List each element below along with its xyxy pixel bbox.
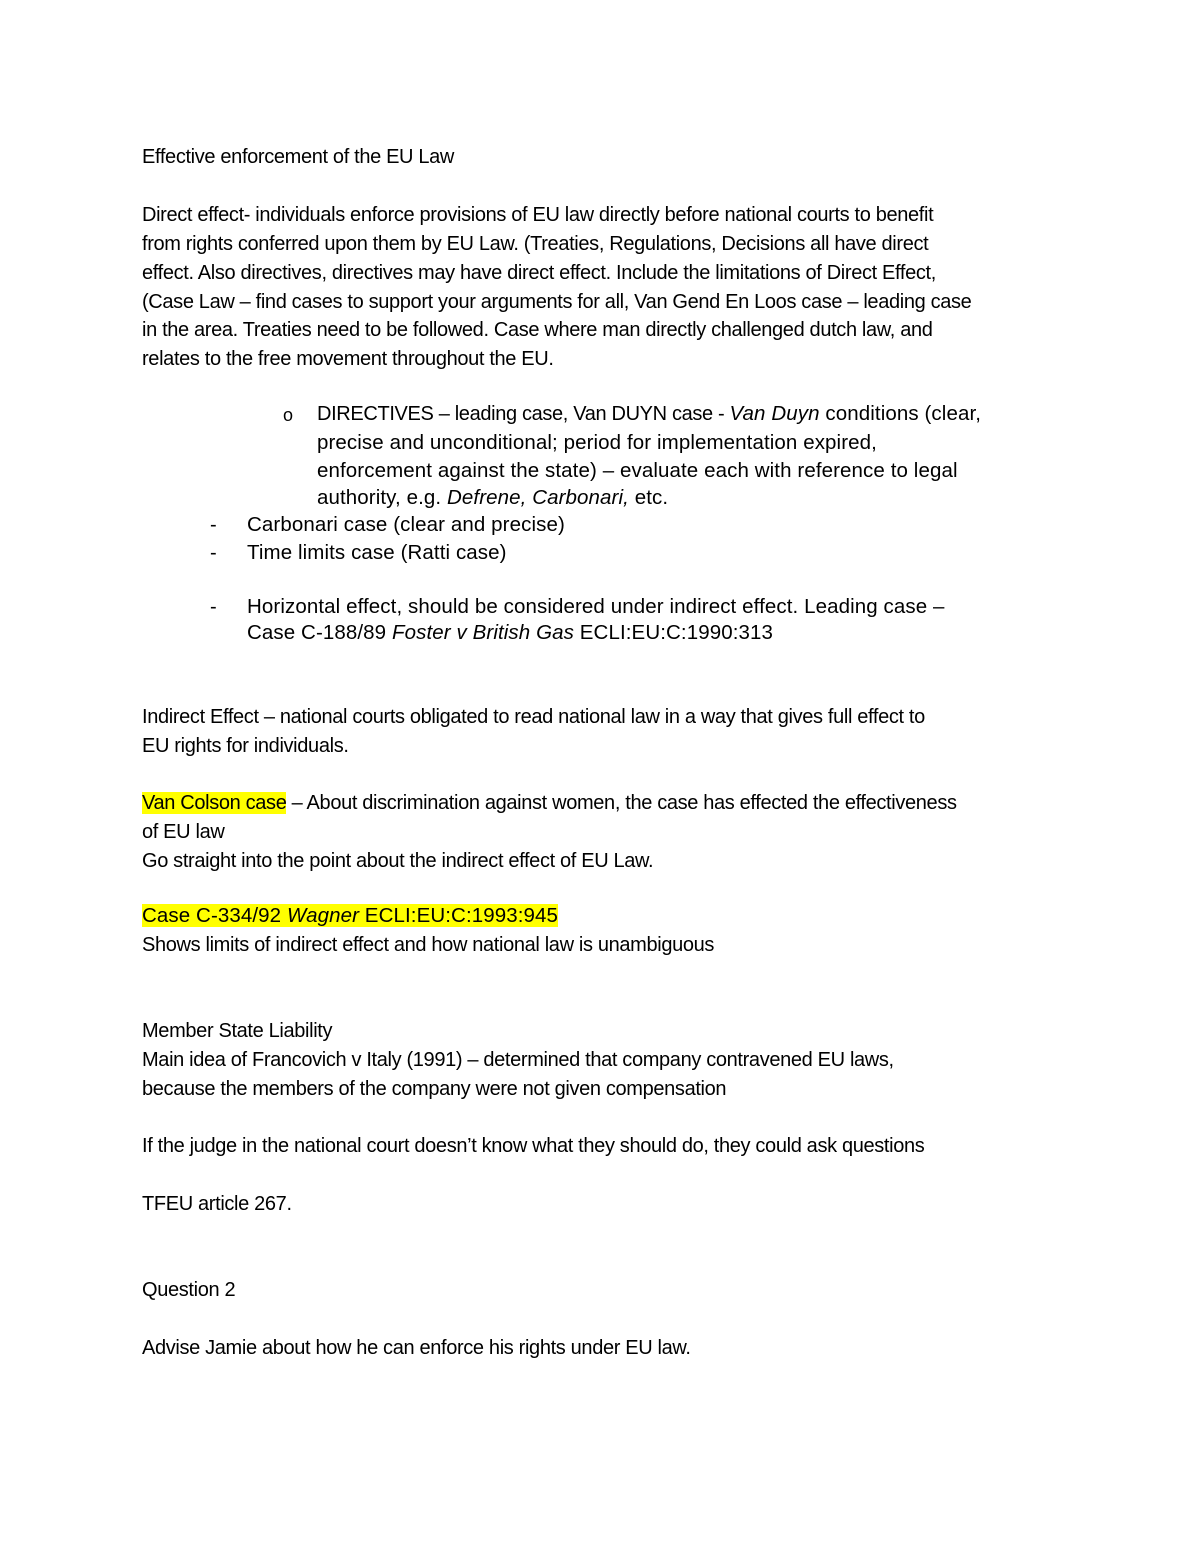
van-colson-highlight: Van Colson case xyxy=(142,792,287,814)
wagner-highlight: Case C-334/92 Wagner ECLI:EU:C:1993:945 xyxy=(142,904,559,927)
van-colson-line-3: Go straight into the point about the indirect effect of EU Law. xyxy=(142,850,654,872)
francovich-line-2: because the members of the company were not given compensation xyxy=(142,1078,727,1100)
dash-marker: - xyxy=(210,542,217,564)
carbonari-item: Carbonari case (clear and precise) xyxy=(247,513,565,536)
indirect-effect-line-2: EU rights for individuals. xyxy=(142,735,349,757)
direct-effect-line-3: effect. Also directives, directives may have direct effect. Include the limitations of Direct Effect, xyxy=(142,262,936,284)
van-colson-line-1: Van Colson case – About discrimination against women, the case has effected the effectiveness xyxy=(142,792,957,814)
directives-conditions: conditions (clear, xyxy=(819,402,982,425)
tfeu-article-line: TFEU article 267. xyxy=(142,1193,292,1215)
van-duyn-italic: Van Duyn xyxy=(729,402,820,425)
ratti-item: Time limits case (Ratti case) xyxy=(247,541,507,564)
directives-line-4: authority, e.g. Defrene, Carbonari, etc. xyxy=(317,486,669,509)
document-title: Effective enforcement of the EU Law xyxy=(142,146,454,168)
wagner-note: Shows limits of indirect effect and how national law is unambiguous xyxy=(142,934,715,956)
direct-effect-line-2: from rights conferred upon them by EU Law. (Treaties, Regulations, Decisions all have direct xyxy=(142,233,929,255)
bullet-marker: o xyxy=(283,405,294,425)
directives-line-3: enforcement against the state) – evaluate each with reference to legal xyxy=(317,459,958,482)
defrene-carbonari-italic: Defrene, Carbonari, xyxy=(447,486,629,509)
dash-marker: - xyxy=(210,596,217,618)
horizontal-effect-line-2: Case C-188/89 Foster v British Gas ECLI:EU:C:1990:313 xyxy=(247,621,774,644)
foster-case-italic: Foster v British Gas xyxy=(391,621,574,644)
horizontal-effect-line-1: Horizontal effect, should be considered under indirect effect. Leading case – xyxy=(247,595,945,618)
directives-line-1 xyxy=(317,404,981,425)
francovich-line-1: Main idea of Francovich v Italy (1991) – determined that company contravened EU laws, xyxy=(142,1049,894,1071)
member-state-heading: Member State Liability xyxy=(142,1020,333,1042)
wagner-case-line xyxy=(142,906,558,927)
direct-effect-line-1: Direct effect- individuals enforce provisions of EU law directly before national courts to benefit xyxy=(142,204,934,226)
direct-effect-line-4: (Case Law – find cases to support your arguments for all, Van Gend En Loos case – leading case xyxy=(142,291,972,313)
question-2-heading: Question 2 xyxy=(142,1279,236,1301)
dash-marker: - xyxy=(210,514,217,536)
judge-question-line: If the judge in the national court doesn’t know what they should do, they could ask questions xyxy=(142,1135,925,1157)
direct-effect-line-5: in the area. Treaties need to be followed. Case where man directly challenged dutch law, and xyxy=(142,319,933,341)
directives-line-2: precise and unconditional; period for implementation expired, xyxy=(317,431,877,454)
directives-lead: DIRECTIVES – leading case, Van DUYN case - xyxy=(317,403,730,425)
indirect-effect-line-1: Indirect Effect – national courts obligated to read national law in a way that gives full effect to xyxy=(142,706,925,728)
question-2-text: Advise Jamie about how he can enforce his rights under EU law. xyxy=(142,1337,691,1359)
van-colson-line-2: of EU law xyxy=(142,821,225,843)
direct-effect-line-6: relates to the free movement throughout the EU. xyxy=(142,348,554,370)
